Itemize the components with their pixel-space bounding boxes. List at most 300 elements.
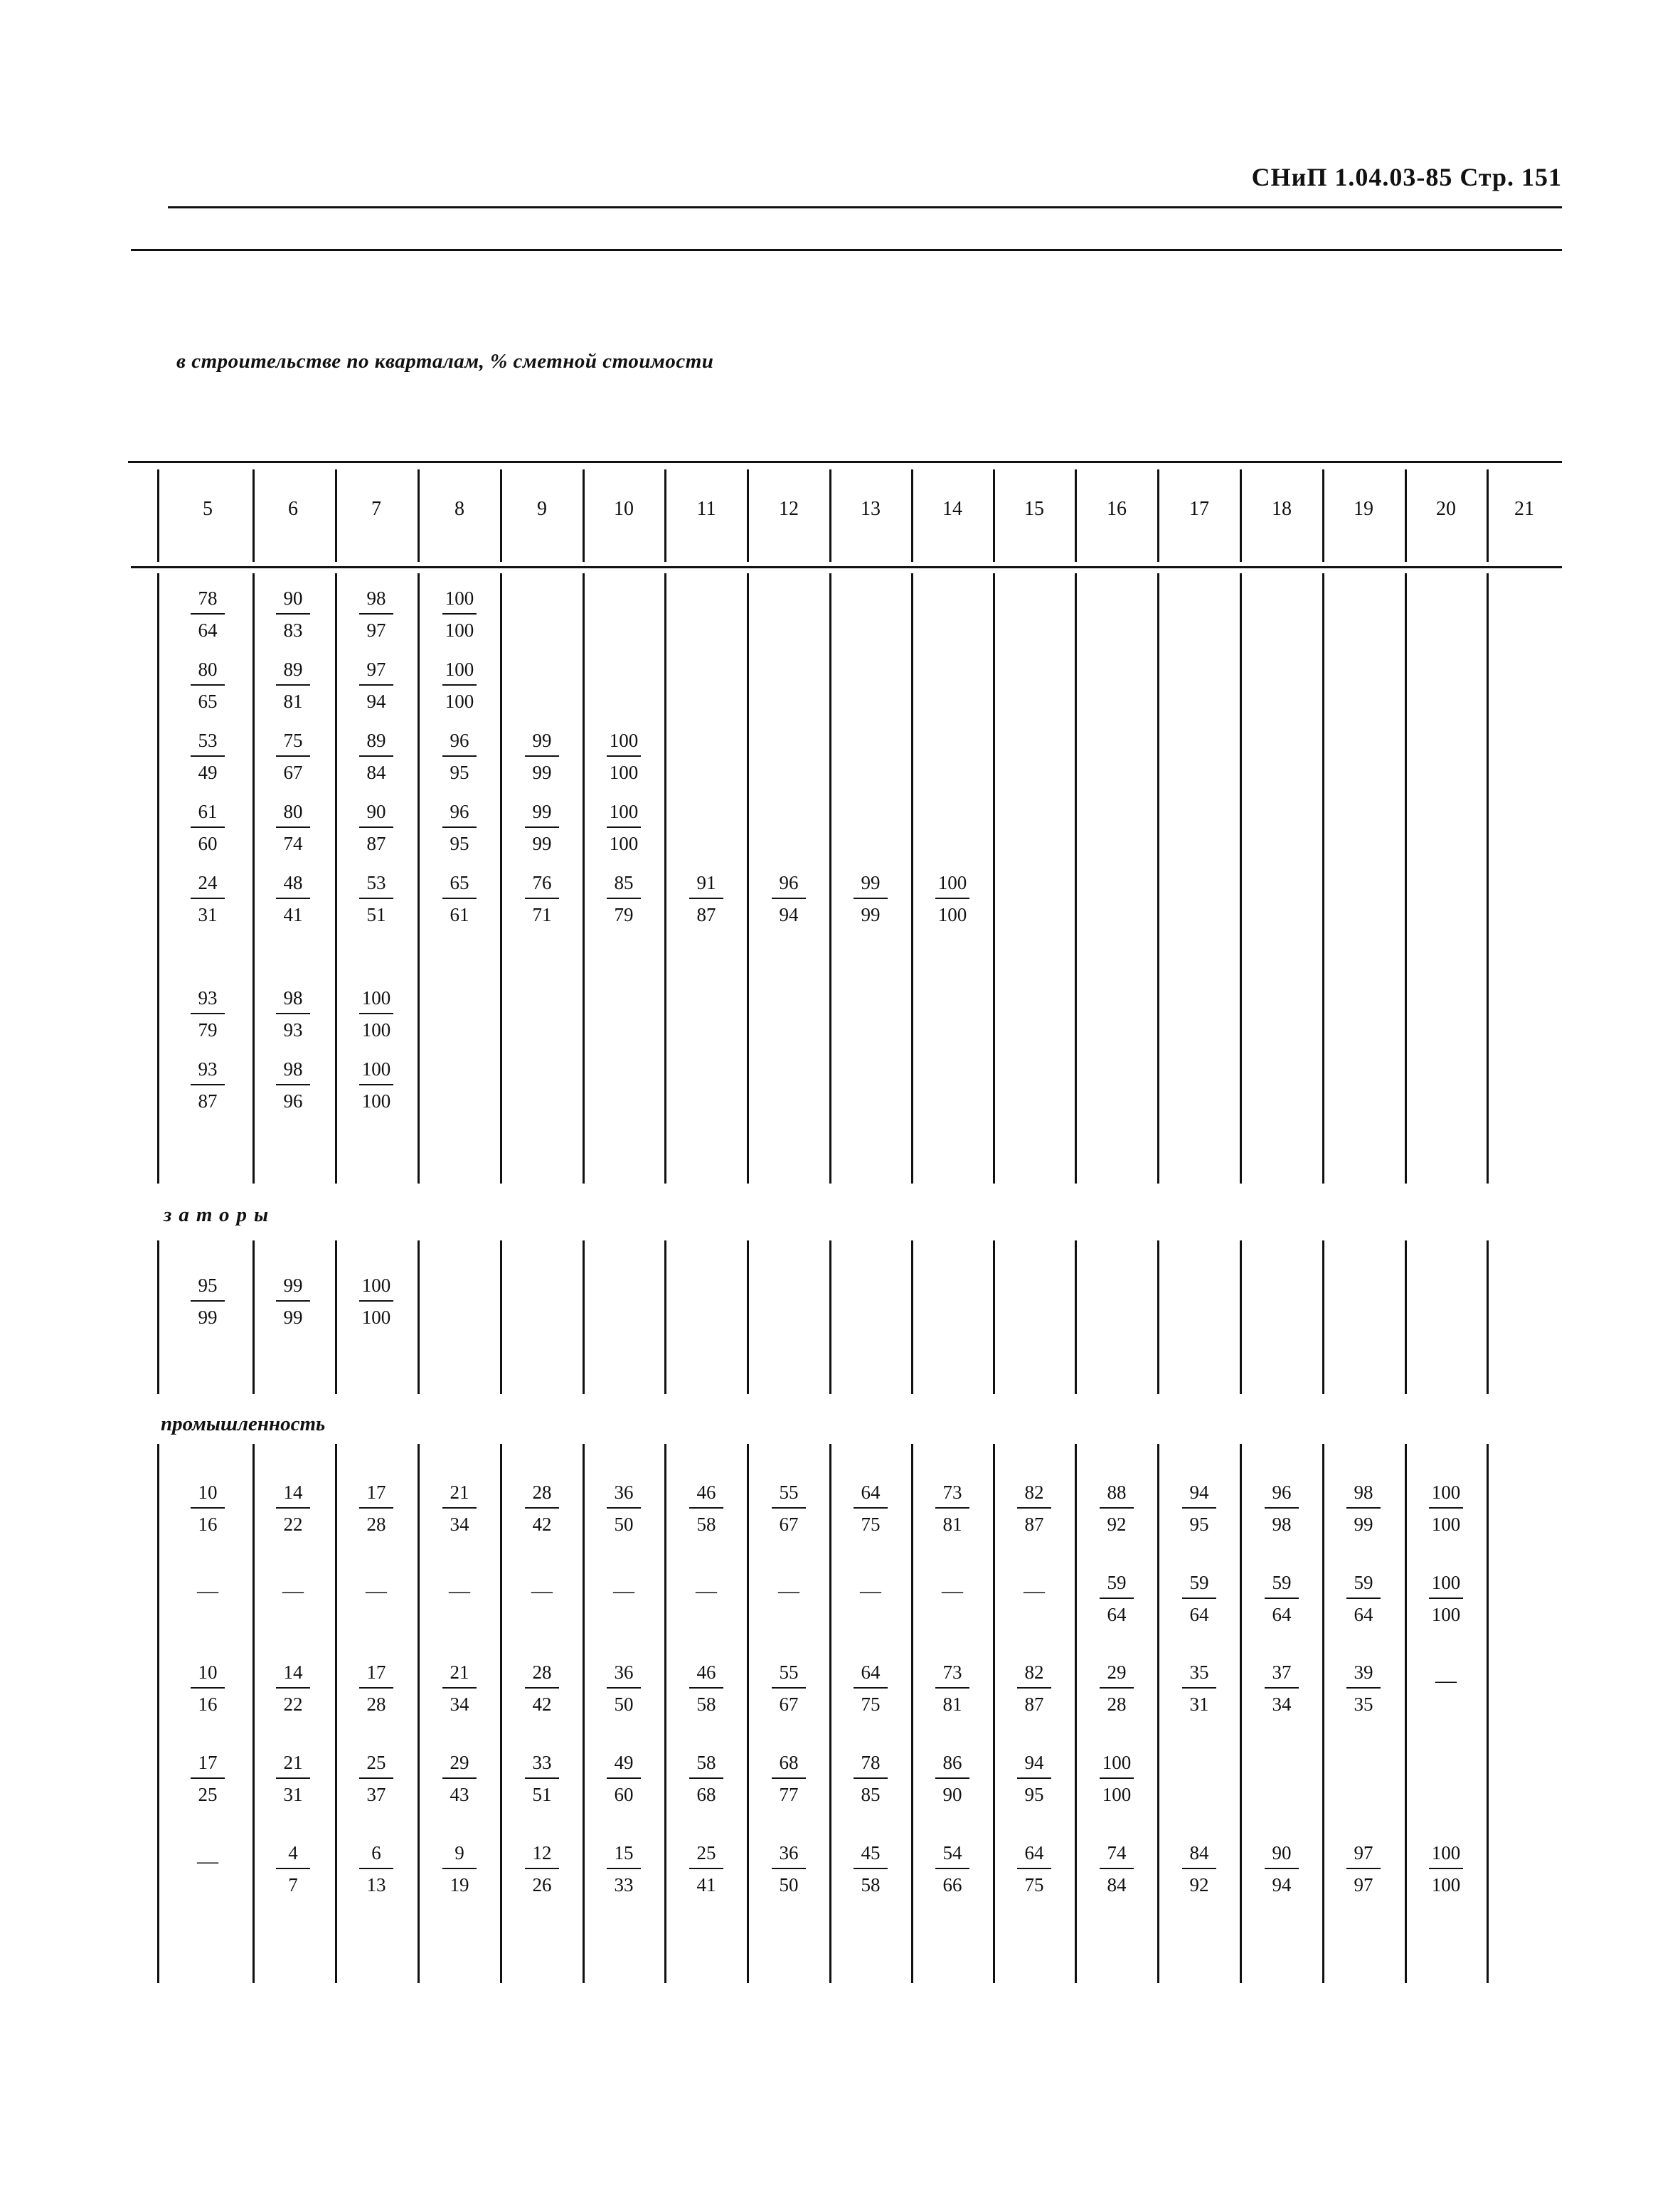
cell-numerator: 100 — [1431, 1842, 1461, 1864]
table-cell-dash: — — [197, 1849, 218, 1873]
table-cell-fraction — [839, 1483, 903, 1534]
cell-numerator: 68 — [779, 1752, 799, 1773]
cell-denominator: 75 — [861, 1514, 881, 1535]
header-column-border — [1075, 469, 1077, 562]
header-rule — [168, 206, 1562, 208]
cell-numerator: 98 — [1354, 1482, 1373, 1503]
column-border — [911, 573, 913, 1184]
cell-numerator: 58 — [696, 1752, 716, 1773]
table-cell-fraction — [261, 1060, 325, 1111]
cell-denominator: 87 — [198, 1090, 218, 1112]
table-cell-fraction — [344, 1060, 408, 1111]
table-cell-fraction — [757, 1753, 821, 1804]
cell-denominator: 95 — [1189, 1514, 1209, 1535]
cell-numerator: 21 — [283, 1752, 303, 1773]
cell-denominator: 100 — [1431, 1604, 1461, 1625]
column-header: 10 — [614, 498, 634, 520]
table-cell-fraction — [1250, 1573, 1314, 1625]
table-cell-fraction — [261, 589, 325, 640]
column-border — [1322, 1444, 1324, 1983]
table-header-rule — [131, 566, 1562, 568]
table-cell-dash: — — [1435, 1669, 1457, 1692]
cell-numerator: 29 — [450, 1752, 469, 1773]
cell-denominator: 33 — [614, 1874, 634, 1896]
column-header: 19 — [1354, 498, 1373, 520]
cell-denominator: 64 — [1189, 1604, 1209, 1625]
cell-denominator: 65 — [198, 691, 218, 712]
cell-denominator: 7 — [288, 1874, 298, 1896]
header-column-border — [500, 469, 502, 562]
table-cell-dash: — — [778, 1579, 799, 1602]
cell-denominator: 25 — [198, 1784, 218, 1805]
table-cell-fraction — [261, 1483, 325, 1534]
cell-numerator: 36 — [614, 1662, 634, 1683]
column-border — [1075, 1240, 1077, 1394]
cell-denominator: 95 — [1024, 1784, 1044, 1805]
cell-denominator: 43 — [450, 1784, 469, 1805]
cell-numerator: 84 — [1189, 1842, 1209, 1864]
table-cell-dash: — — [449, 1579, 470, 1602]
cell-numerator: 76 — [532, 872, 552, 893]
cell-denominator: 99 — [861, 904, 881, 925]
cell-denominator: 35 — [1354, 1694, 1373, 1715]
cell-denominator: 81 — [942, 1514, 962, 1535]
table-cell-fraction — [839, 1663, 903, 1714]
column-border — [1157, 1240, 1159, 1394]
cell-denominator: 99 — [532, 762, 552, 783]
table-cell-fraction — [757, 1663, 821, 1714]
cell-numerator: 25 — [366, 1752, 386, 1773]
cell-numerator: 85 — [614, 872, 634, 893]
table-cell-fraction — [920, 1844, 984, 1895]
cell-denominator: 51 — [366, 904, 386, 925]
table-cell-fraction — [427, 660, 491, 711]
table-cell-fraction — [1331, 1663, 1395, 1714]
cell-numerator: 59 — [1189, 1572, 1209, 1593]
header-rule-lower — [131, 249, 1562, 251]
table-cell-fraction — [1331, 1573, 1395, 1625]
cell-numerator: 10 — [198, 1662, 218, 1683]
column-border — [993, 1444, 995, 1983]
cell-denominator: 81 — [942, 1694, 962, 1715]
table-cell-fraction — [1002, 1753, 1066, 1804]
cell-denominator: 13 — [366, 1874, 386, 1896]
table-cell-fraction — [427, 731, 491, 782]
column-header: 11 — [696, 498, 716, 520]
column-border — [1075, 573, 1077, 1184]
cell-numerator: 94 — [1024, 1752, 1044, 1773]
cell-denominator: 60 — [614, 1784, 634, 1805]
cell-numerator: 59 — [1107, 1572, 1127, 1593]
cell-denominator: 41 — [283, 904, 303, 925]
cell-denominator: 100 — [361, 1019, 391, 1041]
table-cell-fraction — [1167, 1483, 1231, 1534]
table-cell-dash: — — [1024, 1579, 1045, 1602]
column-header: 15 — [1024, 498, 1044, 520]
cell-numerator: 39 — [1354, 1662, 1373, 1683]
column-border — [1487, 1444, 1489, 1983]
cell-denominator: 58 — [696, 1514, 716, 1535]
cell-denominator: 42 — [532, 1694, 552, 1715]
table-cell-fraction — [344, 589, 408, 640]
cell-denominator: 67 — [283, 762, 303, 783]
column-border — [1405, 1240, 1407, 1394]
column-border — [993, 573, 995, 1184]
cell-numerator: 90 — [1272, 1842, 1292, 1864]
cell-denominator: 26 — [532, 1874, 552, 1896]
cell-denominator: 97 — [366, 620, 386, 641]
cell-numerator: 36 — [614, 1482, 634, 1503]
cell-numerator: 9 — [454, 1842, 464, 1864]
cell-denominator: 100 — [445, 620, 474, 641]
column-border — [1157, 1444, 1159, 1983]
table-cell-fraction — [674, 873, 738, 925]
cell-numerator: 59 — [1272, 1572, 1292, 1593]
cell-numerator: 49 — [614, 1752, 634, 1773]
header-column-border — [829, 469, 831, 562]
column-border — [1322, 573, 1324, 1184]
cell-numerator: 33 — [532, 1752, 552, 1773]
cell-numerator: 46 — [696, 1662, 716, 1683]
table-cell-fraction — [344, 1663, 408, 1714]
header-column-border — [335, 469, 337, 562]
table-cell-fraction — [510, 1844, 574, 1895]
column-border — [418, 1444, 420, 1983]
cell-denominator: 100 — [937, 904, 967, 925]
header-column-border — [252, 469, 255, 562]
cell-numerator: 28 — [532, 1662, 552, 1683]
header-column-border — [1487, 469, 1489, 562]
cell-numerator: 94 — [1189, 1482, 1209, 1503]
column-border — [747, 1444, 749, 1983]
cell-numerator: 89 — [366, 730, 386, 751]
cell-numerator: 90 — [366, 801, 386, 822]
cell-denominator: 50 — [614, 1514, 634, 1535]
table-cell-fraction — [176, 1060, 240, 1111]
cell-denominator: 22 — [283, 1514, 303, 1535]
cell-numerator: 97 — [1354, 1842, 1373, 1864]
cell-numerator: 17 — [366, 1482, 386, 1503]
column-border — [583, 1240, 585, 1394]
column-border — [157, 1240, 159, 1394]
cell-numerator: 96 — [450, 730, 469, 751]
table-cell-dash: — — [696, 1579, 717, 1602]
header-column-border — [664, 469, 666, 562]
column-border — [829, 1444, 831, 1983]
cell-numerator: 93 — [198, 1058, 218, 1080]
table-cell-fraction — [176, 589, 240, 640]
cell-denominator: 67 — [779, 1694, 799, 1715]
cell-numerator: 99 — [532, 801, 552, 822]
cell-denominator: 99 — [283, 1307, 303, 1328]
table-cell-dash: — — [197, 1579, 218, 1602]
header-column-border — [747, 469, 749, 562]
cell-denominator: 50 — [614, 1694, 634, 1715]
column-header: 6 — [288, 498, 298, 520]
cell-numerator: 10 — [198, 1482, 218, 1503]
cell-denominator: 41 — [696, 1874, 716, 1896]
column-border — [157, 573, 159, 1184]
cell-numerator: 46 — [696, 1482, 716, 1503]
cell-numerator: 55 — [779, 1662, 799, 1683]
cell-numerator: 82 — [1024, 1662, 1044, 1683]
column-border — [500, 1240, 502, 1394]
cell-numerator: 37 — [1272, 1662, 1292, 1683]
column-border — [1487, 573, 1489, 1184]
cell-numerator: 82 — [1024, 1482, 1044, 1503]
cell-numerator: 61 — [198, 801, 218, 822]
cell-numerator: 98 — [283, 1058, 303, 1080]
table-cell-fraction — [427, 1753, 491, 1804]
table-cell-fraction — [592, 1483, 656, 1534]
table-cell-fraction — [261, 989, 325, 1040]
column-border — [664, 1240, 666, 1394]
table-cell-fraction — [1002, 1844, 1066, 1895]
cell-numerator: 65 — [450, 872, 469, 893]
table-cell-fraction — [510, 873, 574, 925]
cell-denominator: 85 — [861, 1784, 881, 1805]
table-cell-fraction — [510, 1753, 574, 1804]
cell-denominator: 64 — [198, 620, 218, 641]
table-cell-fraction — [427, 873, 491, 925]
cell-numerator: 100 — [937, 872, 967, 893]
cell-denominator: 92 — [1107, 1514, 1127, 1535]
cell-denominator: 58 — [861, 1874, 881, 1896]
cell-numerator: 99 — [283, 1275, 303, 1296]
cell-numerator: 64 — [1024, 1842, 1044, 1864]
column-border — [1405, 1444, 1407, 1983]
table-cell-fraction — [176, 660, 240, 711]
cell-numerator: 53 — [198, 730, 218, 751]
cell-denominator: 16 — [198, 1514, 218, 1535]
column-border — [335, 1444, 337, 1983]
cell-numerator: 90 — [283, 588, 303, 609]
column-border — [829, 1240, 831, 1394]
table-cell-fraction — [261, 660, 325, 711]
column-border — [252, 1240, 255, 1394]
column-border — [1405, 573, 1407, 1184]
cell-denominator: 31 — [1189, 1694, 1209, 1715]
table-cell-fraction — [344, 1753, 408, 1804]
column-border — [418, 573, 420, 1184]
table-cell-fraction — [920, 1663, 984, 1714]
header-column-border — [1405, 469, 1407, 562]
table-cell-dash: — — [531, 1579, 553, 1602]
cell-denominator: 61 — [450, 904, 469, 925]
table-cell-dash: — — [282, 1579, 304, 1602]
column-border — [1240, 1444, 1242, 1983]
cell-denominator: 99 — [1354, 1514, 1373, 1535]
cell-numerator: 80 — [198, 659, 218, 680]
column-border — [1487, 1240, 1489, 1394]
table-cell-fraction — [176, 1753, 240, 1804]
cell-numerator: 100 — [445, 588, 474, 609]
table-cell-fraction — [510, 1483, 574, 1534]
cell-denominator: 28 — [1107, 1694, 1127, 1715]
table-cell-fraction — [344, 731, 408, 782]
cell-denominator: 51 — [532, 1784, 552, 1805]
table-top-rule — [128, 461, 1562, 463]
cell-denominator: 74 — [283, 833, 303, 854]
cell-denominator: 28 — [366, 1514, 386, 1535]
header-column-border — [157, 469, 159, 562]
cell-numerator: 64 — [861, 1482, 881, 1503]
cell-denominator: 95 — [450, 762, 469, 783]
table-cell-fraction — [1167, 1663, 1231, 1714]
column-header: 12 — [779, 498, 799, 520]
cell-numerator: 96 — [779, 872, 799, 893]
column-border — [1322, 1240, 1324, 1394]
cell-numerator: 97 — [366, 659, 386, 680]
table-cell-fraction — [1085, 1753, 1149, 1804]
cell-numerator: 100 — [1431, 1482, 1461, 1503]
cell-numerator: 96 — [1272, 1482, 1292, 1503]
cell-denominator: 92 — [1189, 1874, 1209, 1896]
table-cell-fraction — [839, 1753, 903, 1804]
table-cell-fraction — [176, 802, 240, 854]
cell-numerator: 78 — [861, 1752, 881, 1773]
cell-numerator: 100 — [361, 1275, 391, 1296]
cell-numerator: 21 — [450, 1662, 469, 1683]
cell-denominator: 28 — [366, 1694, 386, 1715]
column-header: 13 — [861, 498, 881, 520]
column-header: 7 — [371, 498, 381, 520]
cell-denominator: 99 — [532, 833, 552, 854]
cell-numerator: 100 — [609, 801, 639, 822]
table-cell-dash: — — [613, 1579, 634, 1602]
cell-denominator: 50 — [779, 1874, 799, 1896]
cell-denominator: 66 — [942, 1874, 962, 1896]
cell-denominator: 19 — [450, 1874, 469, 1896]
cell-denominator: 87 — [696, 904, 716, 925]
table-cell-fraction — [1250, 1844, 1314, 1895]
table-cell-fraction — [1085, 1573, 1149, 1625]
cell-numerator: 29 — [1107, 1662, 1127, 1683]
page-header-reference: СНиП 1.04.03-85 Стр. 151 — [1251, 163, 1562, 191]
cell-numerator: 17 — [198, 1752, 218, 1773]
cell-denominator: 71 — [532, 904, 552, 925]
table-cell-fraction — [1414, 1573, 1478, 1625]
cell-numerator: 100 — [609, 730, 639, 751]
cell-denominator: 100 — [1431, 1874, 1461, 1896]
cell-numerator: 6 — [371, 1842, 381, 1864]
cell-numerator: 17 — [366, 1662, 386, 1683]
cell-denominator: 60 — [198, 833, 218, 854]
table-cell-fraction — [920, 873, 984, 925]
table-caption: в строительстве по кварталам, % сметной стоимости — [176, 350, 714, 373]
cell-denominator: 31 — [198, 904, 218, 925]
table-cell-fraction — [510, 802, 574, 854]
cell-numerator: 24 — [198, 872, 218, 893]
cell-denominator: 97 — [1354, 1874, 1373, 1896]
cell-denominator: 68 — [696, 1784, 716, 1805]
column-header: 9 — [537, 498, 547, 520]
table-cell-fraction — [510, 731, 574, 782]
cell-numerator: 14 — [283, 1662, 303, 1683]
table-cell-fraction — [674, 1483, 738, 1534]
header-column-border — [1322, 469, 1324, 562]
column-border — [500, 573, 502, 1184]
table-cell-fraction — [1167, 1573, 1231, 1625]
cell-denominator: 79 — [198, 1019, 218, 1041]
table-cell-fraction — [757, 873, 821, 925]
column-border — [911, 1444, 913, 1983]
cell-denominator: 34 — [450, 1514, 469, 1535]
table-cell-fraction — [1085, 1483, 1149, 1534]
table-cell-fraction — [176, 1663, 240, 1714]
cell-denominator: 64 — [1107, 1604, 1127, 1625]
table-cell-fraction — [592, 873, 656, 925]
header-column-border — [1240, 469, 1242, 562]
column-border — [993, 1240, 995, 1394]
table-cell-fraction — [427, 1663, 491, 1714]
column-border — [335, 573, 337, 1184]
table-cell-fraction — [344, 660, 408, 711]
cell-numerator: 45 — [861, 1842, 881, 1864]
cell-numerator: 48 — [283, 872, 303, 893]
cell-numerator: 80 — [283, 801, 303, 822]
cell-numerator: 88 — [1107, 1482, 1127, 1503]
cell-numerator: 78 — [198, 588, 218, 609]
column-border — [252, 1444, 255, 1983]
cell-numerator: 98 — [366, 588, 386, 609]
table-cell-fraction — [1414, 1483, 1478, 1534]
table-cell-fraction — [261, 802, 325, 854]
cell-numerator: 15 — [614, 1842, 634, 1864]
cell-numerator: 89 — [283, 659, 303, 680]
table-cell-fraction — [757, 1844, 821, 1895]
column-border — [252, 573, 255, 1184]
cell-denominator: 37 — [366, 1784, 386, 1805]
cell-numerator: 100 — [361, 987, 391, 1009]
table-cell-fraction — [427, 802, 491, 854]
table-cell-fraction — [1414, 1844, 1478, 1895]
cell-numerator: 64 — [861, 1662, 881, 1683]
section-title: промышленность — [161, 1413, 326, 1435]
table-cell-fraction — [344, 1483, 408, 1534]
header-column-border — [418, 469, 420, 562]
table-cell-dash: — — [860, 1579, 881, 1602]
cell-denominator: 67 — [779, 1514, 799, 1535]
column-border — [1240, 573, 1242, 1184]
cell-numerator: 91 — [696, 872, 716, 893]
cell-denominator: 87 — [1024, 1514, 1044, 1535]
column-border — [583, 1444, 585, 1983]
cell-denominator: 95 — [450, 833, 469, 854]
table-cell-fraction — [261, 1753, 325, 1804]
header-column-border — [993, 469, 995, 562]
cell-numerator: 75 — [283, 730, 303, 751]
column-border — [157, 1444, 159, 1983]
cell-numerator: 100 — [1431, 1572, 1461, 1593]
cell-denominator: 77 — [779, 1784, 799, 1805]
cell-denominator: 79 — [614, 904, 634, 925]
cell-denominator: 58 — [696, 1694, 716, 1715]
cell-denominator: 75 — [861, 1694, 881, 1715]
cell-denominator: 100 — [361, 1307, 391, 1328]
table-cell-fraction — [1250, 1483, 1314, 1534]
cell-denominator: 84 — [1107, 1874, 1127, 1896]
table-cell-fraction — [176, 1483, 240, 1534]
table-cell-fraction — [344, 989, 408, 1040]
table-cell-fraction — [839, 873, 903, 925]
cell-denominator: 87 — [1024, 1694, 1044, 1715]
table-cell-fraction — [261, 873, 325, 925]
cell-numerator: 99 — [861, 872, 881, 893]
cell-numerator: 95 — [198, 1275, 218, 1296]
column-header: 14 — [942, 498, 962, 520]
cell-numerator: 55 — [779, 1482, 799, 1503]
